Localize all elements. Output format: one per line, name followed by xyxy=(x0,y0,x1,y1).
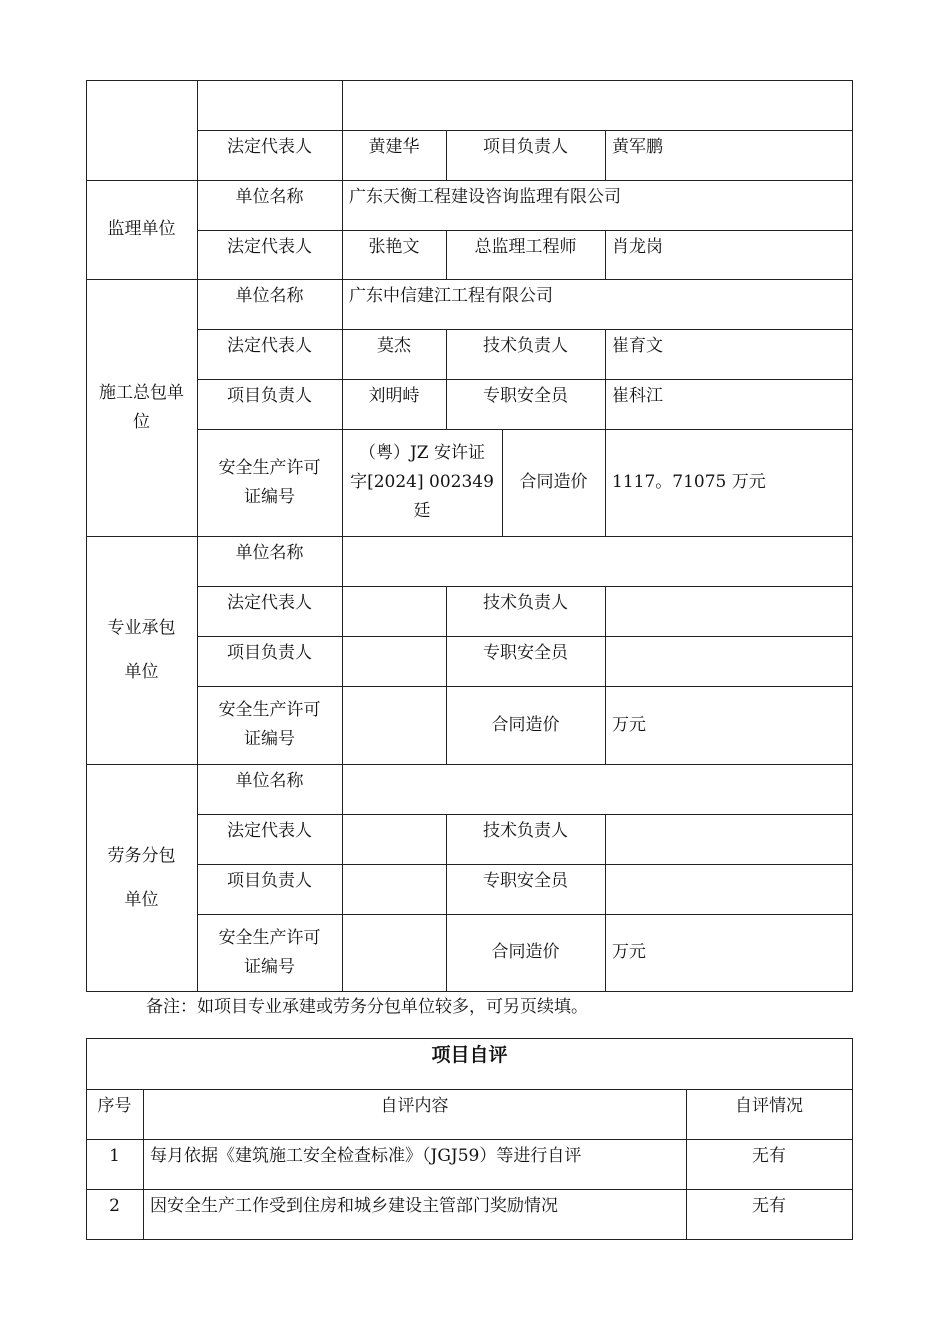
supervision-name-value: 广东天衡工程建设咨询监理有限公司 xyxy=(349,187,621,207)
supervision-section-label: 监理单位 xyxy=(107,219,176,239)
lc-safety-label: 专职安全员 xyxy=(483,871,568,891)
gc-safety-value: 崔科江 xyxy=(612,386,663,406)
legal-rep-label: 法定代表人 xyxy=(227,137,312,157)
lc-legal-rep-label: 法定代表人 xyxy=(227,821,312,841)
legal-rep-value: 黄建华 xyxy=(368,137,420,157)
gc-legal-rep-value: 莫杰 xyxy=(377,336,411,356)
row-content: 因安全生产工作受到住房和城乡建设主管部门奖励情况 xyxy=(150,1196,558,1216)
gc-contract-value: 1117。71075 万元 xyxy=(612,472,766,492)
lc-name-label: 单位名称 xyxy=(235,771,304,791)
gc-license-label: 安全生产许可 证编号 xyxy=(218,457,321,507)
specialty-section-label: 专业承包 单位 xyxy=(107,618,176,682)
supervision-legal-rep-value: 张艳文 xyxy=(368,237,420,257)
sc-license-label: 安全生产许可 证编号 xyxy=(218,700,321,749)
row-no: 1 xyxy=(109,1146,120,1166)
row-status: 无有 xyxy=(752,1196,786,1216)
row-no: 2 xyxy=(109,1196,120,1216)
lc-contract-label: 合同造价 xyxy=(491,942,560,962)
gc-pm-label: 项目负责人 xyxy=(227,386,312,406)
gc-name-value: 广东中信建江工程有限公司 xyxy=(349,286,553,306)
gc-name-label: 单位名称 xyxy=(235,286,304,306)
labor-section-label: 劳务分包 单位 xyxy=(107,845,176,910)
gc-tech-label: 技术负责人 xyxy=(483,336,568,356)
gc-legal-rep-label: 法定代表人 xyxy=(227,336,312,356)
sc-contract-label: 合同造价 xyxy=(491,714,560,735)
row-content: 每月依据《建筑施工安全检查标准》（JGJ59）等进行自评 xyxy=(150,1146,582,1166)
gc-tech-value: 崔育文 xyxy=(612,336,663,356)
header-no: 序号 xyxy=(97,1096,132,1116)
lc-tech-label: 技术负责人 xyxy=(483,821,568,841)
header-status: 自评情况 xyxy=(735,1096,803,1116)
remark-note: 备注：如项目专业承建或劳务分包单位较多，可另页续填。 xyxy=(146,997,588,1017)
supervision-name-label: 单位名称 xyxy=(235,187,304,207)
sc-safety-label: 专职安全员 xyxy=(483,643,568,663)
gc-safety-label: 专职安全员 xyxy=(483,386,568,406)
sc-legal-rep-label: 法定代表人 xyxy=(227,593,312,613)
lc-contract-unit: 万元 xyxy=(612,942,646,962)
sc-tech-label: 技术负责人 xyxy=(483,593,568,613)
supervision-chief-label: 总监理工程师 xyxy=(474,237,577,257)
pm-label: 项目负责人 xyxy=(483,137,568,157)
lc-license-label: 安全生产许可 证编号 xyxy=(218,927,321,977)
pm-value: 黄军鹏 xyxy=(612,137,663,157)
row-status: 无有 xyxy=(752,1146,786,1166)
supervision-chief-value: 肖龙岗 xyxy=(612,237,663,257)
sc-contract-unit: 万元 xyxy=(612,714,646,735)
gc-license-value: （粤）JZ 安许证 字[2024] 002349 廷 xyxy=(350,443,494,521)
sc-name-label: 单位名称 xyxy=(235,543,304,563)
gc-contract-label: 合同造价 xyxy=(519,472,588,492)
self-assessment-title: 项目自评 xyxy=(431,1044,508,1066)
lc-pm-label: 项目负责人 xyxy=(227,871,312,891)
sc-pm-label: 项目负责人 xyxy=(227,643,312,663)
supervision-legal-rep-label: 法定代表人 xyxy=(227,237,312,257)
header-content: 自评内容 xyxy=(380,1096,449,1116)
gc-pm-value: 刘明峙 xyxy=(368,386,420,406)
general-contractor-section-label: 施工总包单 位 xyxy=(99,382,184,432)
